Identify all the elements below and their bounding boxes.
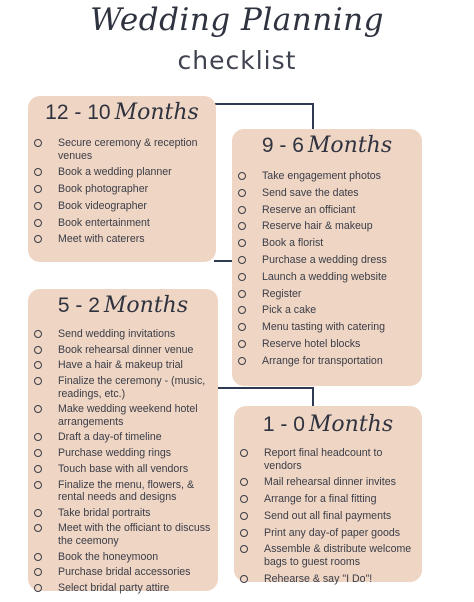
checklist-item-text: Send out all final payments [264, 509, 392, 522]
checklist-item[interactable] [234, 447, 422, 472]
checkbox-circle[interactable] [34, 524, 42, 532]
checkbox-circle[interactable] [34, 584, 42, 592]
checkbox-circle[interactable] [240, 529, 248, 537]
checklist-item[interactable] [28, 183, 216, 196]
checklist-item-text: Book photographer [58, 183, 149, 196]
checklist-item-text: Touch base with all vendors [58, 462, 189, 475]
checklist-item[interactable] [234, 527, 422, 540]
section-range: 9 - 6 [261, 134, 304, 157]
checklist-item-text: Rehearse & say "I Do"! [264, 572, 373, 585]
checklist-item[interactable] [234, 510, 422, 523]
checklist-item-text: Mail rehearsal dinner invites [264, 476, 396, 489]
section-card-5-2 [28, 289, 218, 594]
checklist-item[interactable] [28, 344, 218, 357]
checklist-item[interactable] [234, 573, 422, 586]
section-label: Months [114, 100, 199, 125]
section-range: 5 - 2 [57, 294, 100, 317]
checklist-item[interactable] [234, 493, 422, 506]
section-heading [234, 412, 422, 437]
section-heading [28, 293, 218, 318]
checklist-item-text: Finalize the menu, flowers, & rental needs and designs [58, 478, 195, 503]
page-subtitle: checklist [177, 46, 297, 75]
section-range: 1 - 0 [262, 413, 305, 436]
checklist-item[interactable] [28, 447, 218, 460]
checkbox-circle[interactable] [238, 290, 246, 298]
checklist-item-text: Reserve an officiant [262, 203, 356, 216]
checklist-item[interactable] [28, 217, 216, 230]
checklist-item-text: Assemble & distribute welcome bags to guest rooms [264, 543, 412, 568]
checkbox-circle[interactable] [240, 495, 248, 503]
checkbox-circle[interactable] [238, 189, 246, 197]
checkbox-circle[interactable] [238, 306, 246, 314]
checkbox-circle[interactable] [238, 273, 246, 281]
checkbox-circle[interactable] [34, 202, 42, 210]
checklist-item[interactable] [28, 479, 218, 504]
checklist-item-text: Report final headcount to vendors [264, 447, 383, 472]
checklist-item-text: Meet with caterers [58, 233, 145, 246]
checklist-item-text: Select bridal party attire [58, 581, 170, 594]
checklist-item[interactable] [28, 200, 216, 213]
checkbox-circle[interactable] [238, 340, 246, 348]
checklist-item-text: Book entertainment [58, 216, 150, 229]
checkbox-circle[interactable] [34, 185, 42, 193]
checkbox-circle[interactable] [34, 346, 42, 354]
checkbox-circle[interactable] [34, 139, 42, 147]
checklist-item[interactable] [232, 271, 422, 284]
section-heading [28, 100, 216, 125]
checklist-item[interactable] [28, 463, 218, 476]
checkbox-circle[interactable] [240, 575, 248, 583]
checklist-item[interactable] [232, 338, 422, 351]
checklist-item[interactable] [234, 543, 422, 568]
checklist-item-text: Register [262, 287, 302, 300]
checklist-item[interactable] [28, 582, 218, 595]
checkbox-circle[interactable] [238, 357, 246, 365]
checklist-item-text: Secure ceremony & reception venues [58, 137, 198, 162]
checkbox-circle[interactable] [238, 239, 246, 247]
checklist-item-text: Send wedding invitations [58, 328, 176, 340]
checklist-item-text: Purchase wedding rings [58, 447, 172, 460]
checklist-item-text: Book rehearsal dinner venue [58, 343, 194, 356]
checklist-item-text: Purchase a wedding dress [262, 253, 387, 266]
checkbox-circle[interactable] [34, 168, 42, 176]
checkbox-circle[interactable] [238, 256, 246, 264]
section-range: 12 - 10 [45, 101, 111, 124]
checklist-item[interactable] [28, 566, 218, 579]
checklist-item[interactable] [28, 403, 218, 428]
checklist-item-text: Launch a wedding website [262, 270, 387, 283]
checklist-item[interactable] [232, 254, 422, 267]
checkbox-circle[interactable] [238, 206, 246, 214]
checklist-item-text: Reserve hotel blocks [262, 337, 361, 350]
checklist-item-text: Reserve hair & makeup [262, 220, 373, 233]
checklist-item[interactable] [28, 359, 218, 372]
checkbox-circle[interactable] [34, 509, 42, 517]
checklist-item-text: Book a wedding planner [58, 166, 172, 179]
checklist-item[interactable] [28, 166, 216, 179]
checklist-item-text: Take bridal portraits [58, 506, 151, 519]
checkbox-circle[interactable] [238, 172, 246, 180]
checklist-item-text: Draft a day-of timeline [58, 431, 162, 444]
checklist-item[interactable] [28, 507, 218, 520]
checklist-item[interactable] [232, 321, 422, 334]
section-label: Months [103, 293, 189, 318]
checklist-item-text: Have a hair & makeup trial [58, 359, 183, 372]
section-card-1-0 [234, 406, 422, 585]
checkbox-circle[interactable] [240, 545, 248, 553]
checkbox-circle[interactable] [34, 219, 42, 227]
checkbox-circle[interactable] [240, 449, 248, 457]
checkbox-circle[interactable] [34, 553, 42, 561]
checklist-item[interactable] [232, 187, 422, 200]
checkbox-circle[interactable] [238, 222, 246, 230]
checkbox-circle[interactable] [34, 235, 42, 243]
checklist-item[interactable] [232, 355, 422, 368]
checklist-item-text: Book a florist [262, 237, 324, 250]
checkbox-circle[interactable] [34, 465, 42, 473]
checkbox-circle[interactable] [238, 323, 246, 331]
checkbox-circle[interactable] [34, 330, 42, 338]
checklist-item-text: Arrange for transportation [262, 354, 383, 367]
section-card-9-6 [232, 129, 422, 386]
checklist-item[interactable] [232, 204, 422, 217]
checklist-item[interactable] [232, 220, 422, 233]
checklist-item[interactable] [28, 551, 218, 564]
checkbox-circle[interactable] [34, 481, 42, 489]
checklist-item-text: Purchase bridal accessories [58, 566, 191, 579]
checklist-item[interactable] [232, 237, 422, 250]
checkbox-circle[interactable] [34, 405, 42, 413]
checkbox-circle[interactable] [34, 568, 42, 576]
checklist-item-text: Book videographer [58, 199, 147, 212]
checklist-item[interactable] [234, 476, 422, 489]
checklist-item-text: Send save the dates [262, 186, 359, 199]
checkbox-circle[interactable] [34, 433, 42, 441]
checklist-item[interactable] [28, 375, 218, 400]
checklist-item[interactable] [28, 233, 216, 246]
section-heading [232, 133, 422, 158]
checklist-item[interactable] [28, 137, 216, 162]
checklist-item[interactable] [232, 288, 422, 301]
checkbox-circle[interactable] [240, 478, 248, 486]
checkbox-circle[interactable] [34, 361, 42, 369]
checklist-item-text: Take engagement photos [262, 170, 381, 182]
checklist-item[interactable] [28, 328, 218, 341]
checklist-item-text: Meet with the officiant to discuss the ceemony [58, 522, 211, 547]
section-label: Months [307, 133, 393, 158]
section-card-12-10 [28, 96, 216, 262]
section-label: Months [308, 412, 394, 437]
checklist-item-text: Menu tasting with catering [262, 321, 386, 334]
checkbox-circle[interactable] [34, 449, 42, 457]
checklist-item[interactable] [232, 170, 422, 183]
page-title: Wedding Planning [90, 2, 384, 38]
checklist-item-text: Pick a cake [262, 304, 317, 317]
checklist-item[interactable] [232, 304, 422, 317]
checklist-item-text: Print any day-of paper goods [264, 526, 401, 539]
checklist-item[interactable] [28, 431, 218, 444]
checklist-item-text: Book the honeymoon [58, 550, 159, 563]
checklist-item[interactable] [28, 522, 218, 547]
checklist-item-text: Arrange for a final fitting [264, 493, 377, 506]
checkbox-circle[interactable] [34, 377, 42, 385]
checkbox-circle[interactable] [240, 512, 248, 520]
checklist-item-text: Make wedding weekend hotel arrangements [58, 403, 198, 428]
checklist-item-text: Finalize the ceremony - (music, readings, etc.) [58, 375, 206, 400]
